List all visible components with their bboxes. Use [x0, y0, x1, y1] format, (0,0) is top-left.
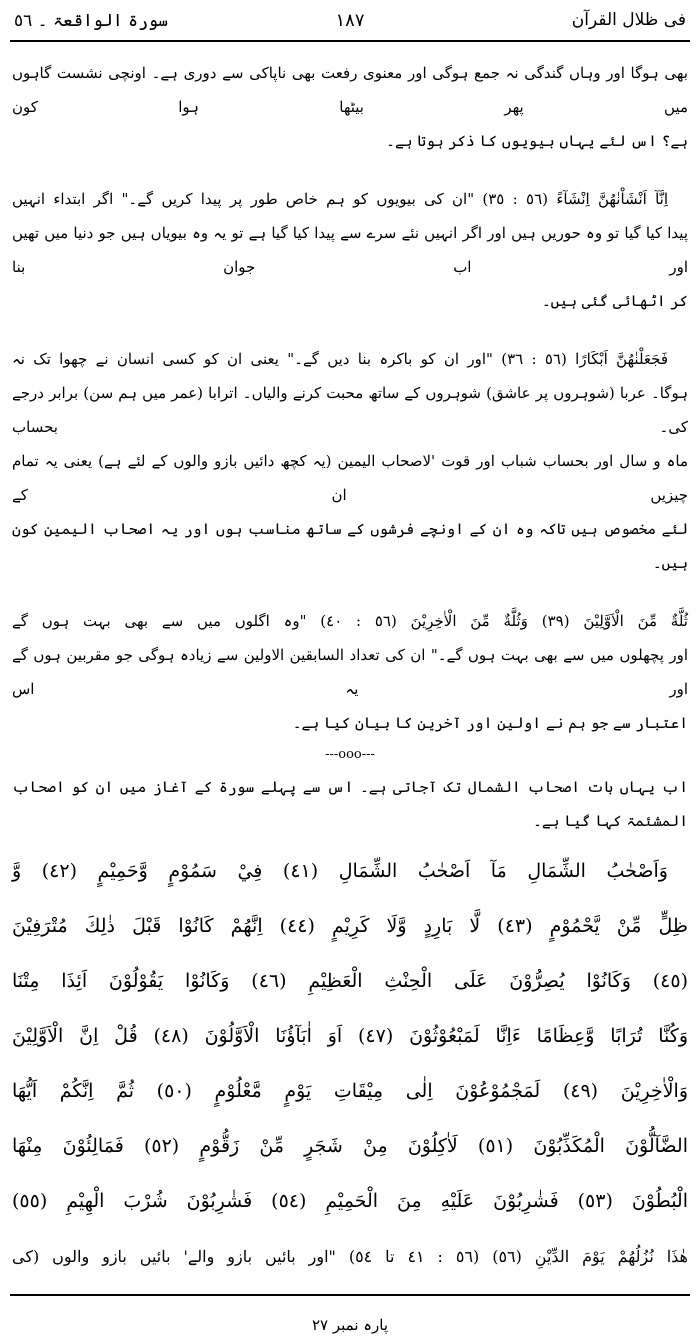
quran-line: الْبُطُوْنَ (٥٣) فَشٰرِبُوْنَ عَلَيْهِ مِنَ الْحَمِيْمِ (٥٤) فَشٰرِبُوْنَ شُرْبَ الْهِيْمِ (٥٥) [12, 1190, 688, 1212]
quran-line: وَكُنَّا تُرَابًا وَّعِظَامًا ءَاِنَّا لَمَبْعُوْثُوْنَ (٤٧) اَوَ اٰبَآؤُنَا الْاَوَّلُوْنَ (٤٨) قُلْ اِنَّ الْاَوَّلِيْنَ [12, 1025, 688, 1047]
text-line: پیدا کیا گیا تو وہ حوریں ہیں اور اگر انہیں نئے سرے سے پیدا کیا گیا ہے تو یہ وہ بیویاں ہیں جو دنیا میں تھیں اور اب جوان بنا [12, 224, 688, 276]
paragraph [12, 182, 688, 318]
page-number: ١٨٧ [335, 10, 365, 31]
text-line: ثُلَّةٌ مِّنَ الْاَوَّلِيْنَ (٣٩) وَثُلَّةٌ مِّنَ الْاٰخِرِيْنَ (٥٦ : ٤٠) "وہ اگلوں میں سے بھی بہت ہوں گے [12, 612, 688, 630]
text-line: فَجَعَلْنٰهُنَّ اَبْكَارًا (٥٦ : ٣٦) "اور ان کو باکرہ بنا دیں گے۔" یعنی ان کو کسی انسان نے چھوا تک نہ [12, 350, 668, 368]
intro-line: اب یہاں بات اصحاب الشمال تک آجاتی ہے۔ اس سے پہلے سورۃ کے آغاز میں ان کو اصحاب المشئمۃ کہا گیا ہے۔ [12, 778, 688, 830]
header-rule [10, 40, 690, 42]
text-line: اِنَّآ اَنْشَاْنٰهُنَّ اِنْشَآءً (٥٦ : ٣٥) "ان کی بیویوں کو ہم خاص طور پر پیدا کریں گے۔" اگر ابتداء انہیں [12, 190, 668, 208]
para-number: پارہ نمبر ٢٧ [311, 1316, 389, 1334]
page-header [12, 0, 688, 40]
quran-line: وَاَصْحٰبُ الشِّمَالِ مَآ اَصْحٰبُ الشِّمَالِ (٤١) فِيْ سَمُوْمٍ وَّحَمِيْمٍ (٤٢) وَّ [12, 860, 668, 882]
quran-line: هٰذَا نُزُلُهُمْ يَوْمَ الدِّيْنِ (٥٦) (٥٦ : ٤١ تا ٥٤) "اور بائیں بازو والے' بائیں بازو والوں (کی [12, 1247, 688, 1266]
text-line: ہے؟ اس لئے یہاں بیویوں کا ذکر ہوتا ہے۔ [386, 132, 688, 150]
quran-line: ظِلٍّ مِّنْ يَّحْمُوْمٍ (٤٣) لَّا بَارِدٍ وَّلَا كَرِيْمٍ (٤٤) اِنَّهُمْ كَانُوْا قَبْلَ ذٰلِكَ مُتْرَفِيْنَ [12, 915, 688, 937]
section-separator: ---ooo--- [325, 747, 375, 762]
paragraph [12, 56, 688, 158]
quran-line: (٤٥) وَكَانُوْا يُصِرُّوْنَ عَلَى الْحِنْثِ الْعَظِيْمِ (٤٦) وَكَانُوْا يَقُوْلُوْنَ اَئِذَا مِتْنَا [12, 970, 688, 992]
footer-rule [10, 1294, 690, 1296]
book-title: فی ظلال القرآن [571, 10, 686, 30]
quran-passage [12, 844, 688, 1284]
quran-line: الضَّآلُّوْنَ الْمُكَذِّبُوْنَ (٥١) لَاٰكِلُوْنَ مِنْ شَجَرٍ مِّنْ زَقُّوْمٍ (٥٢) فَمَالِئُوْنَ مِنْهَا [12, 1135, 688, 1157]
paragraph [12, 604, 688, 740]
text-line: اعتبار سے جو ہم نے اولین اور آخرین کا بیان کیا ہے۔ [292, 714, 688, 732]
text-line: کر اٹھائی گئی ہیں۔ [541, 292, 688, 310]
text-line: لئے مخصوص ہیں تاکہ وہ ان کے اونچے فرشوں کے ساتھ مناسب ہوں اور یہ اصحاب الیمین کون ہیں۔ [12, 520, 688, 572]
quran-line: وَالْاٰخِرِيْنَ (٤٩) لَمَجْمُوْعُوْنَ اِلٰى مِيْقَاتِ يَوْمٍ مَّعْلُوْمٍ (٥٠) ثُمَّ اِنَّكُمْ اَيُّهَا [12, 1080, 688, 1102]
paragraph [12, 342, 688, 580]
text-line: ہوگا۔ عربا (شوہروں پر عاشق) شوہروں کے ساتھ محبت کرنے والیاں۔ اترابا (عمر میں ہم سن) برابر درجے کی۔ بحساب [12, 384, 688, 436]
text-line: اور پچھلوں میں سے بھی بہت ہوں گے۔" ان کی تعداد السابقین الاولین سے زیادہ ہوگی جو مقربین ہوں گے اور یہ اس [12, 646, 688, 698]
surah-name: سورۃ الواقعۃ ۔ ٥٦ [14, 11, 169, 31]
text-line: بھی ہوگا اور وہاں گندگی نہ جمع ہوگی اور معنوی رفعت بھی ناپاکی سے دوری ہے۔ اونچی نشست گاہوں میں پھر بیٹھا ہوا کون [12, 64, 688, 116]
text-line: ماہ و سال اور بحساب شباب اور قوت 'لاصحاب الیمین (یہ کچھ دائیں بازو والوں کے لئے ہے) یعنی یہ تمام چیزیں ان کے [12, 452, 688, 504]
